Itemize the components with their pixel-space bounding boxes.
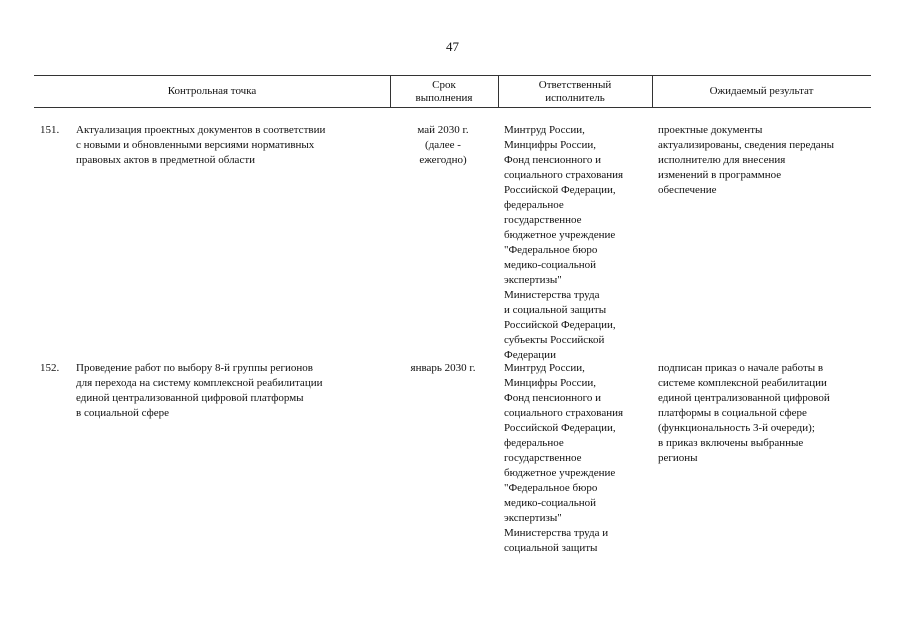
header-control-point-label: Контрольная точка: [167, 85, 257, 98]
row-expected-result: проектные документы актуализированы, сведения переданы исполнителю для внесения изменений в программное обеспечение: [658, 124, 834, 196]
header-deadline: [390, 76, 498, 107]
row-responsible: Минтруд России, Минцифры России, Фонд пенсионного и социального страхования Российской Федерации, федеральное государственное бюджетное учреждение "Федеральное бюро медико-социальной экспертизы" Министерства труда и социальной защиты Российской Федерации, субъекты Российской Федерации: [504, 124, 624, 361]
row-number: 151.: [40, 124, 60, 136]
header-responsible: [498, 76, 652, 107]
header-deadline-label: Срок выполнения: [415, 79, 473, 104]
row-responsible: Минтруд России, Минцифры России, Фонд пенсионного и социального страхования Российской Федерации, федеральное государственное бюджетное учреждение "Федеральное бюро медико-социальной экспертизы" Министерства труда и социальной защиты: [504, 362, 624, 554]
table-header-bottom-rule: [34, 107, 871, 108]
row-number: 152.: [40, 362, 60, 374]
header-control-point: [34, 76, 390, 107]
row-control-point: Актуализация проектных документов в соответствии с новыми и обновленными версиями нормативных правовых актов в предметной области: [76, 124, 326, 166]
row-expected-result: подписан приказ о начале работы в системе комплексной реабилитации единой централизованной цифровой платформы в социальной сфере (функциональность 3-й очереди); в приказ включены выбранные регионы: [658, 362, 830, 464]
header-expected-result: [652, 76, 871, 107]
row-control-point: Проведение работ по выбору 8-й группы регионов для перехода на систему комплексной реабилитации единой централизованной цифровой платформы в социальной сфере: [76, 362, 323, 419]
row-deadline: май 2030 г. (далее - ежегодно): [417, 124, 469, 166]
page-number: 47: [446, 39, 459, 54]
header-responsible-label: Ответственный исполнитель: [538, 79, 612, 104]
header-expected-result-label: Ожидаемый результат: [709, 85, 814, 98]
row-deadline: январь 2030 г.: [410, 362, 476, 374]
